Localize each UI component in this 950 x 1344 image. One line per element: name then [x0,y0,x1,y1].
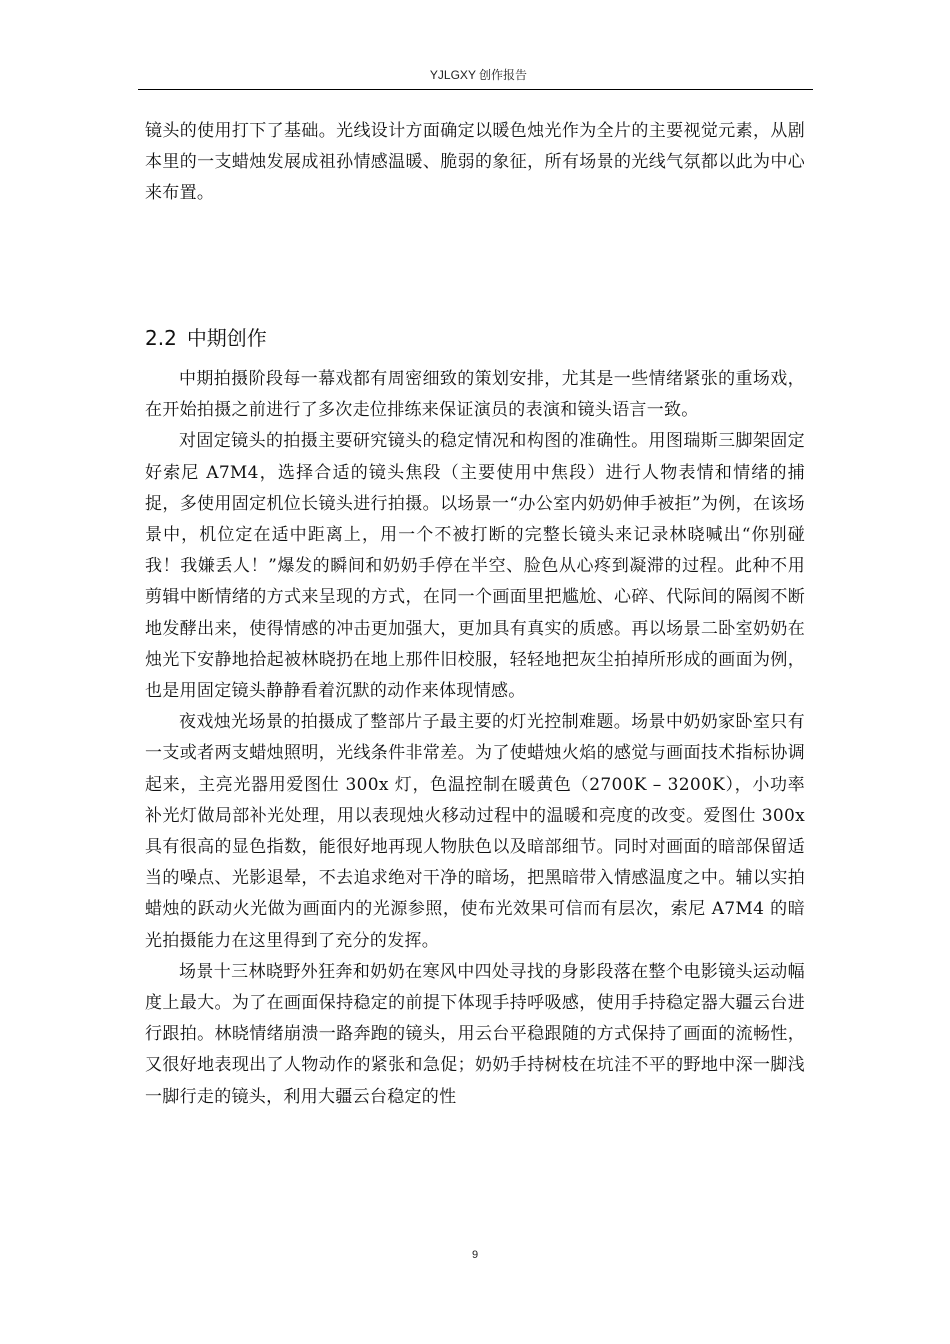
header-divider [138,89,813,90]
paragraph: 中期拍摄阶段每一幕戏都有周密细致的策划安排，尤其是一些情绪紧张的重场戏，在开始拍摄之前进行了多次走位排练来保证演员的表演和镜头语言一致。 [145,369,805,421]
section-number: 2.2 [145,326,177,350]
section-title-text: 中期创作 [186,326,267,350]
paragraph: 夜戏烛光场景的拍摄成了整部片子最主要的灯光控制难题。场景中奶奶家卧室只有一支或者两支蜡烛照明，光线条件非常差。为了使蜡烛火焰的感觉与画面技术指标协调起来，主亮光器用爱图仕 300x 灯，色温控制在暖黄色（2700K – 3200K），小功率补光灯做局部补光处理，用以表现烛火移动过程中的温暖和亮度的改变。爱图仕 300x 具有很高的显色指数，能很好地再现人物肤色以及暗部细节。同时对画面的暗部保留适当的噪点、光影退晕，不去追求绝对干净的暗场，把黑暗带入情感温度之中。辅以实拍蜡烛的跃动火光做为画面内的光源参照，使布光效果可信而有层次，索尼 A7M4 的暗光拍摄能力在这里得到了充分的发挥。 [145,712,805,951]
paragraph: 场景十三林晓野外狂奔和奶奶在寒风中四处寻找的身影段落在整个电影镜头运动幅度上最大。为了在画面保持稳定的前提下体现手持呼吸感，使用手持稳定器大疆云台进行跟拍。林晓情绪崩溃一路奔跑的镜头，用云台平稳跟随的方式保持了画面的流畅性，又很好地表现出了人物动作的紧张和急促；奶奶手持树枝在坑洼不平的野地中深一脚浅一脚行走的镜头，利用大疆云台稳定的性 [145,961,805,1107]
page-header: YJLGXY 创作报告 [429,68,528,82]
intro-paragraph: 镜头的使用打下了基础。光线设计方面确定以暖色烛光作为全片的主要视觉元素，从剧本里的一支蜡烛发展成祖孙情感温暖、脆弱的象征，所有场景的光线气氛都以此为中心来布置。 [145,121,805,204]
section-content [145,364,805,1113]
section-heading [145,322,267,351]
paragraph: 对固定镜头的拍摄主要研究镜头的稳定情况和构图的准确性。用图瑞斯三脚架固定好索尼 A7M4，选择合适的镜头焦段（主要使用中焦段）进行人物表情和情绪的捕捉，多使用固定机位长镜头进行拍摄。以场景一“办公室内奶奶伸手被拒”为例，在该场景中，机位定在适中距离上，用一个不被打断的完整长镜头来记录林晓喊出“你别碰我！我嫌丢人！”爆发的瞬间和奶奶手停在半空、脸色从心疼到凝滞的过程。此种不用剪辑中断情绪的方式来呈现的方式，在同一个画面里把尴尬、心碎、代际间的隔阂不断地发酵出来，使得情感的冲击更加强大，更加具有真实的质感。再以场景二卧室奶奶在烛光下安静地拾起被林晓扔在地上那件旧校服，轻轻地把灰尘拍掉所形成的画面为例，也是用固定镜头静静看着沉默的动作来体现情感。 [145,431,805,702]
page-number: 9 [471,1249,479,1261]
